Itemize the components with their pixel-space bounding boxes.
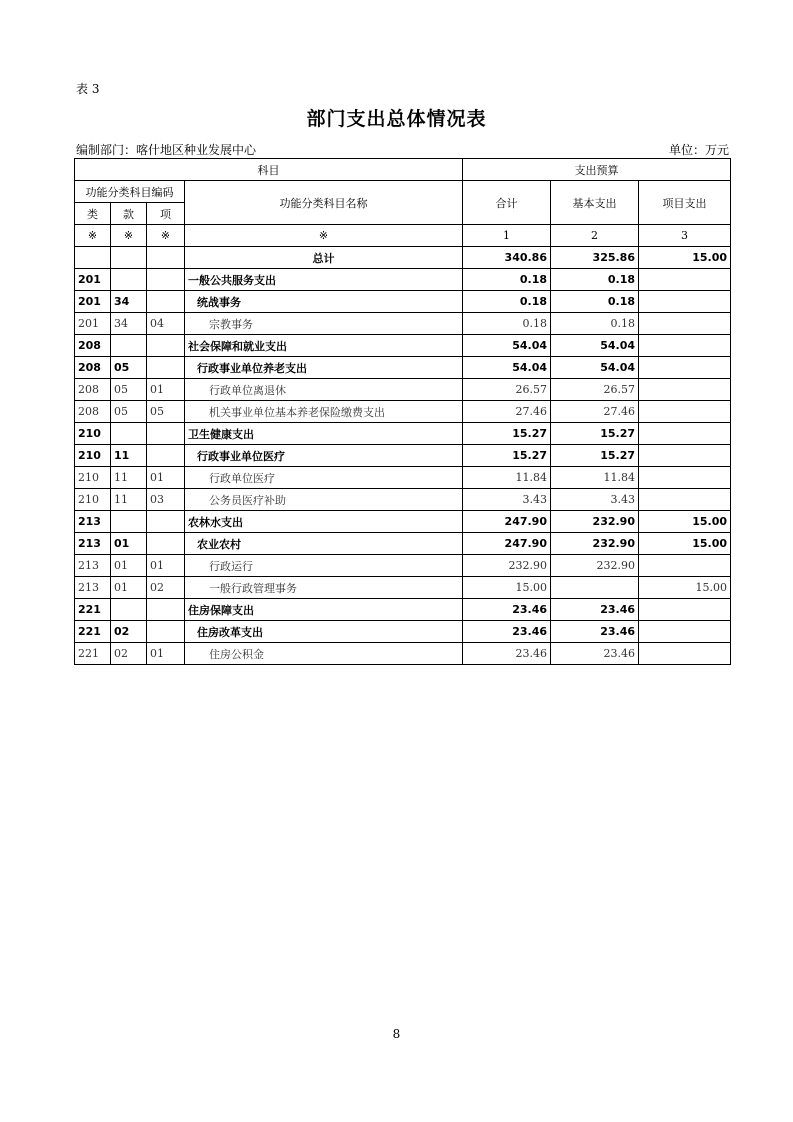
cell-lei: 213 xyxy=(75,533,111,555)
cell-project xyxy=(639,423,731,445)
cell-lei: 208 xyxy=(75,335,111,357)
cell-project xyxy=(639,401,731,423)
cell-name: 社会保障和就业支出 xyxy=(185,335,463,357)
cell-kuan: 01 xyxy=(111,577,147,599)
unit-label: 单位：万元 xyxy=(668,143,729,157)
cell-kuan xyxy=(111,269,147,291)
cell-name: 住房改革支出 xyxy=(185,621,463,643)
cell-xiang xyxy=(147,445,185,467)
cell-project xyxy=(639,599,731,621)
cell-xiang: 01 xyxy=(147,379,185,401)
cell-lei: 210 xyxy=(75,467,111,489)
cell-name: 统战事务 xyxy=(185,291,463,313)
cell-basic: 0.18 xyxy=(551,313,639,335)
cell-kuan: 05 xyxy=(111,401,147,423)
cell-kuan xyxy=(111,599,147,621)
cell-basic: 15.27 xyxy=(551,445,639,467)
cell-basic: 27.46 xyxy=(551,401,639,423)
cell-total: 0.18 xyxy=(463,313,551,335)
col-number-1: 1 xyxy=(463,225,551,247)
cell-basic: 232.90 xyxy=(551,533,639,555)
cell-name: 住房公积金 xyxy=(185,643,463,665)
cell-name: 行政运行 xyxy=(185,555,463,577)
cell-kuan: 11 xyxy=(111,489,147,511)
cell-lei: 201 xyxy=(75,313,111,335)
cell-name: 行政单位离退休 xyxy=(185,379,463,401)
table-row xyxy=(75,335,731,357)
cell-project xyxy=(639,291,731,313)
table-row xyxy=(75,401,731,423)
cell-xiang xyxy=(147,511,185,533)
table-row xyxy=(75,467,731,489)
cell-total: 23.46 xyxy=(463,621,551,643)
header-budget: 支出预算 xyxy=(463,159,731,181)
header-project: 项目支出 xyxy=(639,181,731,225)
table-row xyxy=(75,577,731,599)
cell-kuan: 02 xyxy=(111,643,147,665)
table-row xyxy=(75,621,731,643)
header-row-marks xyxy=(75,225,731,247)
cell-total: 3.43 xyxy=(463,489,551,511)
cell-kuan: 02 xyxy=(111,621,147,643)
cell-xiang: 01 xyxy=(147,467,185,489)
mark-cell: ※ xyxy=(111,225,147,247)
cell-lei: 213 xyxy=(75,577,111,599)
cell-project: 15.00 xyxy=(639,533,731,555)
table-row xyxy=(75,313,731,335)
cell-total: 247.90 xyxy=(463,511,551,533)
table-row xyxy=(75,555,731,577)
header-xiang: 项 xyxy=(147,203,185,225)
cell-total: 27.46 xyxy=(463,401,551,423)
cell-basic: 232.90 xyxy=(551,511,639,533)
cell-basic: 23.46 xyxy=(551,599,639,621)
cell-lei: 210 xyxy=(75,489,111,511)
cell-basic: 26.57 xyxy=(551,379,639,401)
cell-total: 11.84 xyxy=(463,467,551,489)
cell-name: 卫生健康支出 xyxy=(185,423,463,445)
cell-lei: 210 xyxy=(75,445,111,467)
table-row xyxy=(75,423,731,445)
header-basic: 基本支出 xyxy=(551,181,639,225)
cell-project: 15.00 xyxy=(639,577,731,599)
cell-name: 农业农村 xyxy=(185,533,463,555)
cell-kuan xyxy=(111,423,147,445)
table-row xyxy=(75,269,731,291)
cell-name: 住房保障支出 xyxy=(185,599,463,621)
table-row xyxy=(75,291,731,313)
cell-name: 一般公共服务支出 xyxy=(185,269,463,291)
cell-project xyxy=(639,467,731,489)
cell-lei: 208 xyxy=(75,379,111,401)
total-basic: 325.86 xyxy=(551,247,639,269)
cell-kuan xyxy=(111,335,147,357)
cell-project xyxy=(639,357,731,379)
cell-project xyxy=(639,445,731,467)
cell-xiang: 04 xyxy=(147,313,185,335)
cell-project xyxy=(639,379,731,401)
cell-xiang: 03 xyxy=(147,489,185,511)
cell-total: 15.00 xyxy=(463,577,551,599)
header-lei: 类 xyxy=(75,203,111,225)
cell-project xyxy=(639,621,731,643)
cell-xiang: 01 xyxy=(147,643,185,665)
cell-lei: 213 xyxy=(75,511,111,533)
cell-name: 行政事业单位养老支出 xyxy=(185,357,463,379)
cell-xiang: 01 xyxy=(147,555,185,577)
header-subject: 科目 xyxy=(75,159,463,181)
total-label: 总计 xyxy=(185,247,463,269)
cell-kuan: 01 xyxy=(111,533,147,555)
cell-name: 机关事业单位基本养老保险缴费支出 xyxy=(185,401,463,423)
cell-kuan: 01 xyxy=(111,555,147,577)
cell-total: 232.90 xyxy=(463,555,551,577)
cell-basic: 0.18 xyxy=(551,291,639,313)
cell-name: 宗教事务 xyxy=(185,313,463,335)
header-total: 合计 xyxy=(463,181,551,225)
cell-kuan: 34 xyxy=(111,313,147,335)
page-title: 部门支出总体情况表 xyxy=(306,108,487,130)
cell-kuan: 11 xyxy=(111,445,147,467)
cell-total: 23.46 xyxy=(463,599,551,621)
header-func-name: 功能分类科目名称 xyxy=(185,181,463,225)
table-row xyxy=(75,357,731,379)
cell-basic: 23.46 xyxy=(551,621,639,643)
cell-project xyxy=(639,335,731,357)
mark-cell: ※ xyxy=(75,225,111,247)
mark-cell: ※ xyxy=(185,225,463,247)
page-number: 8 xyxy=(392,1027,401,1041)
total-row xyxy=(75,247,731,269)
cell-project: 15.00 xyxy=(639,511,731,533)
cell-basic: 232.90 xyxy=(551,555,639,577)
cell-xiang xyxy=(147,533,185,555)
table-row xyxy=(75,643,731,665)
cell-lei: 201 xyxy=(75,269,111,291)
cell-xiang xyxy=(147,291,185,313)
cell-total: 54.04 xyxy=(463,357,551,379)
cell-total: 54.04 xyxy=(463,335,551,357)
mark-cell: ※ xyxy=(147,225,185,247)
header-kuan: 款 xyxy=(111,203,147,225)
cell-kuan: 05 xyxy=(111,357,147,379)
cell-basic xyxy=(551,577,639,599)
cell-xiang: 02 xyxy=(147,577,185,599)
cell-basic: 54.04 xyxy=(551,335,639,357)
table-row xyxy=(75,379,731,401)
cell-project xyxy=(639,313,731,335)
cell-basic: 11.84 xyxy=(551,467,639,489)
cell-lei: 213 xyxy=(75,555,111,577)
cell-basic: 15.27 xyxy=(551,423,639,445)
header-func-code: 功能分类科目编码 xyxy=(75,181,185,203)
cell-xiang xyxy=(147,335,185,357)
cell-xiang xyxy=(147,423,185,445)
cell-basic: 23.46 xyxy=(551,643,639,665)
cell-total: 0.18 xyxy=(463,291,551,313)
cell-name: 行政事业单位医疗 xyxy=(185,445,463,467)
table-row xyxy=(75,489,731,511)
table-row xyxy=(75,599,731,621)
col-number-3: 3 xyxy=(639,225,731,247)
cell-name: 农林水支出 xyxy=(185,511,463,533)
cell-xiang xyxy=(147,357,185,379)
cell-basic: 0.18 xyxy=(551,269,639,291)
cell-lei: 208 xyxy=(75,401,111,423)
cell-name: 公务员医疗补助 xyxy=(185,489,463,511)
table-row xyxy=(75,445,731,467)
header-row-1 xyxy=(75,159,731,181)
cell-xiang: 05 xyxy=(147,401,185,423)
cell-xiang xyxy=(147,599,185,621)
cell-lei: 221 xyxy=(75,599,111,621)
cell-total: 26.57 xyxy=(463,379,551,401)
cell-lei: 221 xyxy=(75,621,111,643)
table-number: 表 3 xyxy=(76,82,100,96)
cell-kuan: 11 xyxy=(111,467,147,489)
cell-project xyxy=(639,269,731,291)
cell-kuan: 05 xyxy=(111,379,147,401)
cell-lei: 221 xyxy=(75,643,111,665)
expenditure-table xyxy=(74,158,731,665)
total-project: 15.00 xyxy=(639,247,731,269)
table-row xyxy=(75,511,731,533)
cell-lei: 210 xyxy=(75,423,111,445)
cell-total: 23.46 xyxy=(463,643,551,665)
cell-total: 247.90 xyxy=(463,533,551,555)
cell-project xyxy=(639,555,731,577)
cell-xiang xyxy=(147,621,185,643)
cell-basic: 3.43 xyxy=(551,489,639,511)
org-label: 编制部门：喀什地区种业发展中心 xyxy=(76,143,257,157)
cell-total: 15.27 xyxy=(463,423,551,445)
cell-total: 0.18 xyxy=(463,269,551,291)
col-number-2: 2 xyxy=(551,225,639,247)
cell-xiang xyxy=(147,269,185,291)
table-row xyxy=(75,533,731,555)
header-row-2 xyxy=(75,181,731,203)
cell-total: 15.27 xyxy=(463,445,551,467)
cell-project xyxy=(639,489,731,511)
cell-name: 一般行政管理事务 xyxy=(185,577,463,599)
cell-project xyxy=(639,643,731,665)
cell-lei: 208 xyxy=(75,357,111,379)
cell-name: 行政单位医疗 xyxy=(185,467,463,489)
total-total: 340.86 xyxy=(463,247,551,269)
cell-kuan xyxy=(111,511,147,533)
cell-lei: 201 xyxy=(75,291,111,313)
cell-kuan: 34 xyxy=(111,291,147,313)
cell-basic: 54.04 xyxy=(551,357,639,379)
